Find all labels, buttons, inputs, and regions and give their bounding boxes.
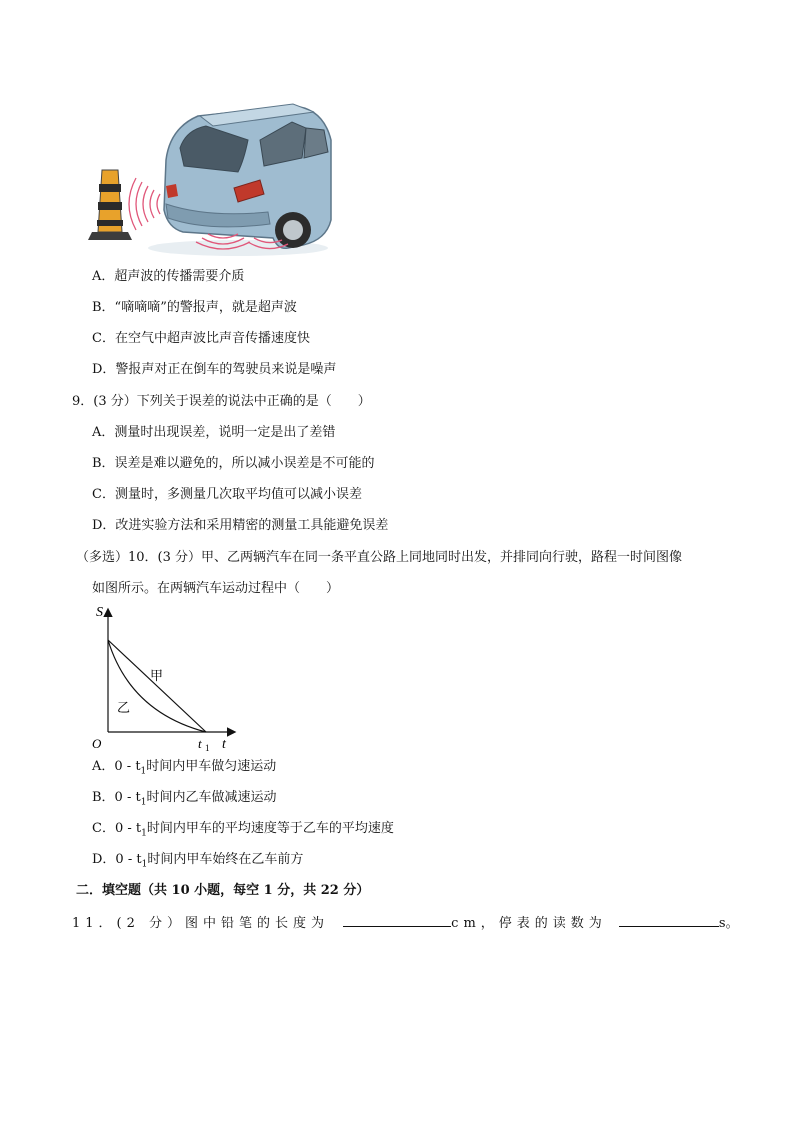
q10-option-b-prefix: B．0 - t xyxy=(92,790,141,805)
q10-option-c-text: 时间内甲车的平均速度等于乙车的平均速度 xyxy=(146,821,394,836)
q8-option-b: B．“嘀嘀嘀”的警报声，就是超声波 xyxy=(92,300,297,315)
q10-option-a-prefix: A．0 - t xyxy=(92,759,141,774)
q9-option-b: B．误差是难以避免的，所以减小误差是不可能的 xyxy=(92,456,375,471)
q10-option-b xyxy=(92,789,276,812)
q10-option-b-sub: 1 xyxy=(140,797,147,808)
q11-line xyxy=(72,914,739,933)
q10-option-d-prefix: D．0 - t xyxy=(92,852,142,867)
q10-option-a-sub: 1 xyxy=(140,766,147,777)
origin-label: O xyxy=(92,736,102,751)
q11-blank-pencil-length[interactable] xyxy=(343,914,451,927)
q10-option-d-text: 时间内甲车始终在乙车前方 xyxy=(147,852,304,867)
q9-option-d: D．改进实验方法和采用精密的测量工具能避免误差 xyxy=(92,518,389,533)
q11-blank-stopwatch[interactable] xyxy=(619,914,719,927)
q8-option-a: A．超声波的传播需要介质 xyxy=(92,269,245,284)
q10-option-d xyxy=(92,851,303,874)
x-axis-label: t xyxy=(222,737,226,752)
section-fill-in-title: 二．填空题（共 10 小题，每空 1 分，共 22 分） xyxy=(76,883,370,898)
label-yi: 乙 xyxy=(117,701,131,716)
car-reversing-radar-illustration xyxy=(88,100,332,260)
line-jia xyxy=(108,640,206,732)
q10-option-c xyxy=(92,820,394,843)
q9-option-c: C．测量时，多测量几次取平均值可以减小误差 xyxy=(92,487,362,502)
q10-option-d-sub: 1 xyxy=(141,859,148,870)
q11-stem: 11．(2 分）图中铅笔的长度为 xyxy=(72,916,330,931)
q11-unit-s: s。 xyxy=(718,916,739,931)
y-axis-label: S xyxy=(96,605,103,620)
q9-option-a: A．测量时出现误差，说明一定是出了差错 xyxy=(92,425,336,440)
q8-option-d: D．警报声对正在倒车的驾驶员来说是噪声 xyxy=(92,362,337,377)
q10-option-b-text: 时间内乙车做减速运动 xyxy=(146,790,277,805)
q8-option-c: C．在空气中超声波比声音传播速度快 xyxy=(92,331,310,346)
q10-option-a xyxy=(92,758,276,781)
label-jia: 甲 xyxy=(150,669,164,684)
q10-stem-line1: （多选）10．(3 分）甲、乙两辆汽车在同一条平直公路上同地同时出发，并排同向行驶，路程一时间图像 xyxy=(76,550,683,565)
q10-option-c-prefix: C．0 - t xyxy=(92,821,142,836)
q10-stem-line2: 如图所示。在两辆汽车运动过程中（ ） xyxy=(92,581,340,596)
q10-option-a-text: 时间内甲车做匀速运动 xyxy=(146,759,277,774)
q10-distance-time-graph xyxy=(90,602,240,754)
q10-option-c-sub: 1 xyxy=(141,828,147,839)
t1-subscript: 1 xyxy=(205,743,210,753)
q9-stem: 9．(3 分）下列关于误差的说法中正确的是（ ） xyxy=(72,394,371,409)
t1-label: t xyxy=(198,736,202,751)
q11-unit-cm: cm，停表的读数为 xyxy=(451,916,607,931)
